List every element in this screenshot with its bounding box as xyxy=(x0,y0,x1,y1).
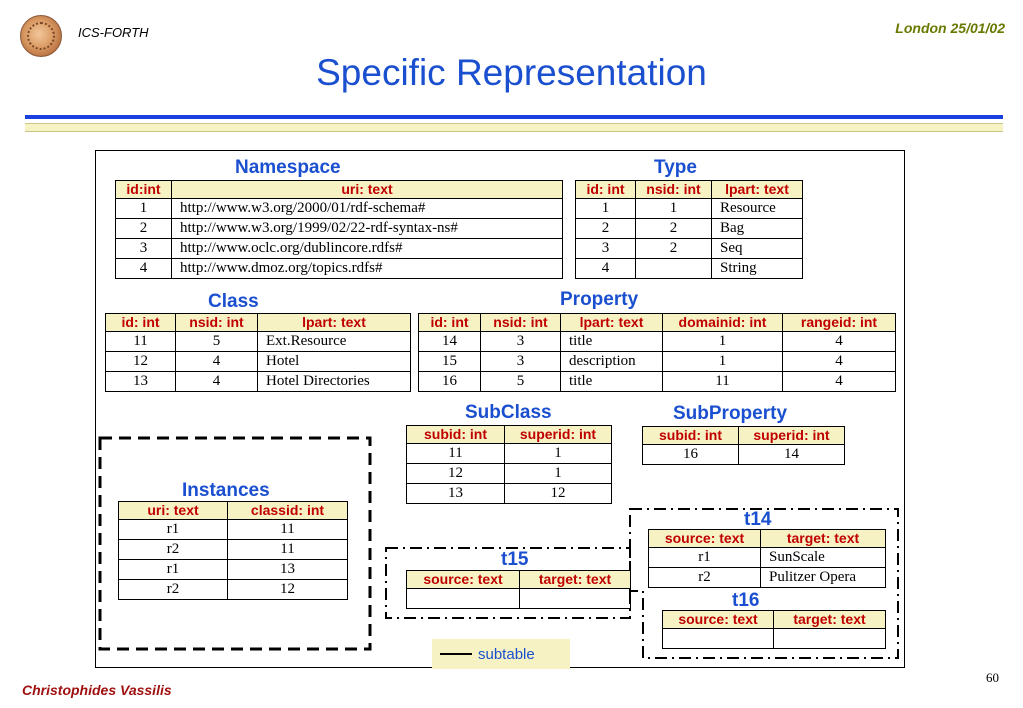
table-row xyxy=(407,589,631,609)
column-header: uri: text xyxy=(172,181,563,199)
namespace-title: Namespace xyxy=(235,157,341,178)
table-cell: 3 xyxy=(116,239,172,259)
instances-title: Instances xyxy=(182,480,270,501)
slide-date: London 25/01/02 xyxy=(895,20,1005,36)
table-cell: r1 xyxy=(119,560,228,580)
table-header-row xyxy=(643,427,845,445)
table-cell: 12 xyxy=(407,464,505,484)
table-row xyxy=(407,464,612,484)
t15-table xyxy=(406,570,631,609)
table-header-row xyxy=(116,181,563,199)
subtable-line-icon xyxy=(440,653,472,655)
subproperty-title: SubProperty xyxy=(673,403,788,424)
table-header-row xyxy=(106,314,411,332)
table-cell: 14 xyxy=(419,332,481,352)
table-cell: http://www.dmoz.org/topics.rdfs# xyxy=(172,259,563,279)
table-cell: r2 xyxy=(649,568,761,588)
page-number: 60 xyxy=(986,670,999,685)
column-header: subid: int xyxy=(643,427,739,445)
instances-table xyxy=(118,501,348,600)
table-cell xyxy=(636,259,712,279)
table-row xyxy=(576,259,803,279)
subclass-table xyxy=(406,425,612,504)
table-cell: 3 xyxy=(576,239,636,259)
table-cell: r1 xyxy=(649,548,761,568)
table-cell: 13 xyxy=(407,484,505,504)
t14-table xyxy=(648,529,886,588)
table-row xyxy=(576,219,803,239)
column-header: nsid: int xyxy=(176,314,258,332)
table-cell: 15 xyxy=(419,352,481,372)
class-title: Class xyxy=(208,291,259,312)
t16-title: t16 xyxy=(732,590,760,611)
table-cell: 11 xyxy=(228,520,348,540)
table-row xyxy=(119,560,348,580)
table-header-row xyxy=(407,571,631,589)
table-cell: r2 xyxy=(119,580,228,600)
table-cell: 4 xyxy=(576,259,636,279)
column-header: lpart: text xyxy=(561,314,663,332)
table-cell: 2 xyxy=(636,219,712,239)
table-header-row xyxy=(649,530,886,548)
table-cell: r2 xyxy=(119,540,228,560)
column-header: nsid: int xyxy=(481,314,561,332)
column-header: subid: int xyxy=(407,426,505,444)
column-header: source: text xyxy=(407,571,520,589)
table-cell: 13 xyxy=(106,372,176,392)
table-row xyxy=(407,444,612,464)
column-header: target: text xyxy=(761,530,886,548)
t16-table xyxy=(662,610,886,649)
table-row xyxy=(116,239,563,259)
table-cell: Resource xyxy=(712,199,803,219)
table-cell: 5 xyxy=(176,332,258,352)
table-cell: 3 xyxy=(481,352,561,372)
column-header: target: text xyxy=(520,571,631,589)
table-cell: 4 xyxy=(783,352,896,372)
table-cell xyxy=(774,629,886,649)
table-cell: 4 xyxy=(176,352,258,372)
t15-title: t15 xyxy=(501,549,529,570)
table-cell: http://www.w3.org/2000/01/rdf-schema# xyxy=(172,199,563,219)
column-header: superid: int xyxy=(739,427,845,445)
table-cell: 2 xyxy=(116,219,172,239)
table-cell: Ext.Resource xyxy=(258,332,411,352)
table-row xyxy=(106,352,411,372)
table-row xyxy=(119,580,348,600)
table-row xyxy=(663,629,886,649)
type-table xyxy=(575,180,803,279)
t14-title: t14 xyxy=(744,509,772,530)
table-header-row xyxy=(119,502,348,520)
table-cell: 3 xyxy=(481,332,561,352)
table-row xyxy=(419,332,896,352)
table-cell: http://www.oclc.org/dublincore.rdfs# xyxy=(172,239,563,259)
table-row xyxy=(116,199,563,219)
table-cell: 1 xyxy=(663,332,783,352)
table-cell: 13 xyxy=(228,560,348,580)
table-header-row xyxy=(576,181,803,199)
table-row xyxy=(419,372,896,392)
table-cell: r1 xyxy=(119,520,228,540)
table-cell: Hotel Directories xyxy=(258,372,411,392)
table-cell: 1 xyxy=(505,444,612,464)
table-cell: Pulitzer Opera xyxy=(761,568,886,588)
column-header: rangeid: int xyxy=(783,314,896,332)
column-header: lpart: text xyxy=(712,181,803,199)
table-cell: 14 xyxy=(739,445,845,465)
table-cell: description xyxy=(561,352,663,372)
table-header-row xyxy=(407,426,612,444)
table-cell: SunScale xyxy=(761,548,886,568)
legend-box xyxy=(432,639,570,669)
column-header: uri: text xyxy=(119,502,228,520)
table-cell: 11 xyxy=(407,444,505,464)
table-cell: Hotel xyxy=(258,352,411,372)
legend-label: subtable xyxy=(478,645,535,663)
table-cell: 4 xyxy=(116,259,172,279)
table-cell: 1 xyxy=(576,199,636,219)
table-cell xyxy=(520,589,631,609)
type-title: Type xyxy=(654,157,697,178)
table-cell: 11 xyxy=(663,372,783,392)
column-header: id: int xyxy=(576,181,636,199)
table-cell: 4 xyxy=(783,332,896,352)
column-header: source: text xyxy=(649,530,761,548)
table-cell: 11 xyxy=(106,332,176,352)
table-cell: Seq xyxy=(712,239,803,259)
subproperty-table xyxy=(642,426,845,465)
column-header: superid: int xyxy=(505,426,612,444)
column-header: domainid: int xyxy=(663,314,783,332)
table-cell: 1 xyxy=(663,352,783,372)
table-row xyxy=(119,540,348,560)
table-cell: String xyxy=(712,259,803,279)
table-cell: 2 xyxy=(636,239,712,259)
table-cell: 16 xyxy=(643,445,739,465)
column-header: lpart: text xyxy=(258,314,411,332)
table-cell: http://www.w3.org/1999/02/22-rdf-syntax-ns# xyxy=(172,219,563,239)
table-cell: 12 xyxy=(106,352,176,372)
table-row xyxy=(119,520,348,540)
table-row xyxy=(649,548,886,568)
table-cell: 1 xyxy=(116,199,172,219)
author-name: Christophides Vassilis xyxy=(22,682,172,698)
column-header: target: text xyxy=(774,611,886,629)
table-row xyxy=(407,484,612,504)
table-row xyxy=(649,568,886,588)
table-row xyxy=(116,259,563,279)
table-row xyxy=(116,219,563,239)
table-cell: Bag xyxy=(712,219,803,239)
table-cell: 4 xyxy=(783,372,896,392)
table-cell: 1 xyxy=(636,199,712,219)
table-cell: 4 xyxy=(176,372,258,392)
column-header: source: text xyxy=(663,611,774,629)
table-cell: title xyxy=(561,332,663,352)
table-header-row xyxy=(663,611,886,629)
table-cell: 12 xyxy=(505,484,612,504)
table-cell: title xyxy=(561,372,663,392)
table-cell: 5 xyxy=(481,372,561,392)
slide-title: Specific Representation xyxy=(316,52,707,93)
table-cell: 11 xyxy=(228,540,348,560)
table-row xyxy=(106,372,411,392)
column-header: id: int xyxy=(419,314,481,332)
table-row xyxy=(419,352,896,372)
table-cell: 16 xyxy=(419,372,481,392)
property-table xyxy=(418,313,896,392)
org-name: ICS-FORTH xyxy=(78,25,149,40)
table-row xyxy=(106,332,411,352)
table-cell: 12 xyxy=(228,580,348,600)
table-row xyxy=(643,445,845,465)
namespace-table xyxy=(115,180,563,279)
table-cell xyxy=(407,589,520,609)
column-header: classid: int xyxy=(228,502,348,520)
column-header: nsid: int xyxy=(636,181,712,199)
table-row xyxy=(576,199,803,219)
table-cell: 2 xyxy=(576,219,636,239)
column-header: id:int xyxy=(116,181,172,199)
column-header: id: int xyxy=(106,314,176,332)
table-cell: 1 xyxy=(505,464,612,484)
property-title: Property xyxy=(560,289,639,310)
subclass-title: SubClass xyxy=(465,402,552,423)
table-row xyxy=(576,239,803,259)
class-table xyxy=(105,313,411,392)
table-header-row xyxy=(419,314,896,332)
table-cell xyxy=(663,629,774,649)
